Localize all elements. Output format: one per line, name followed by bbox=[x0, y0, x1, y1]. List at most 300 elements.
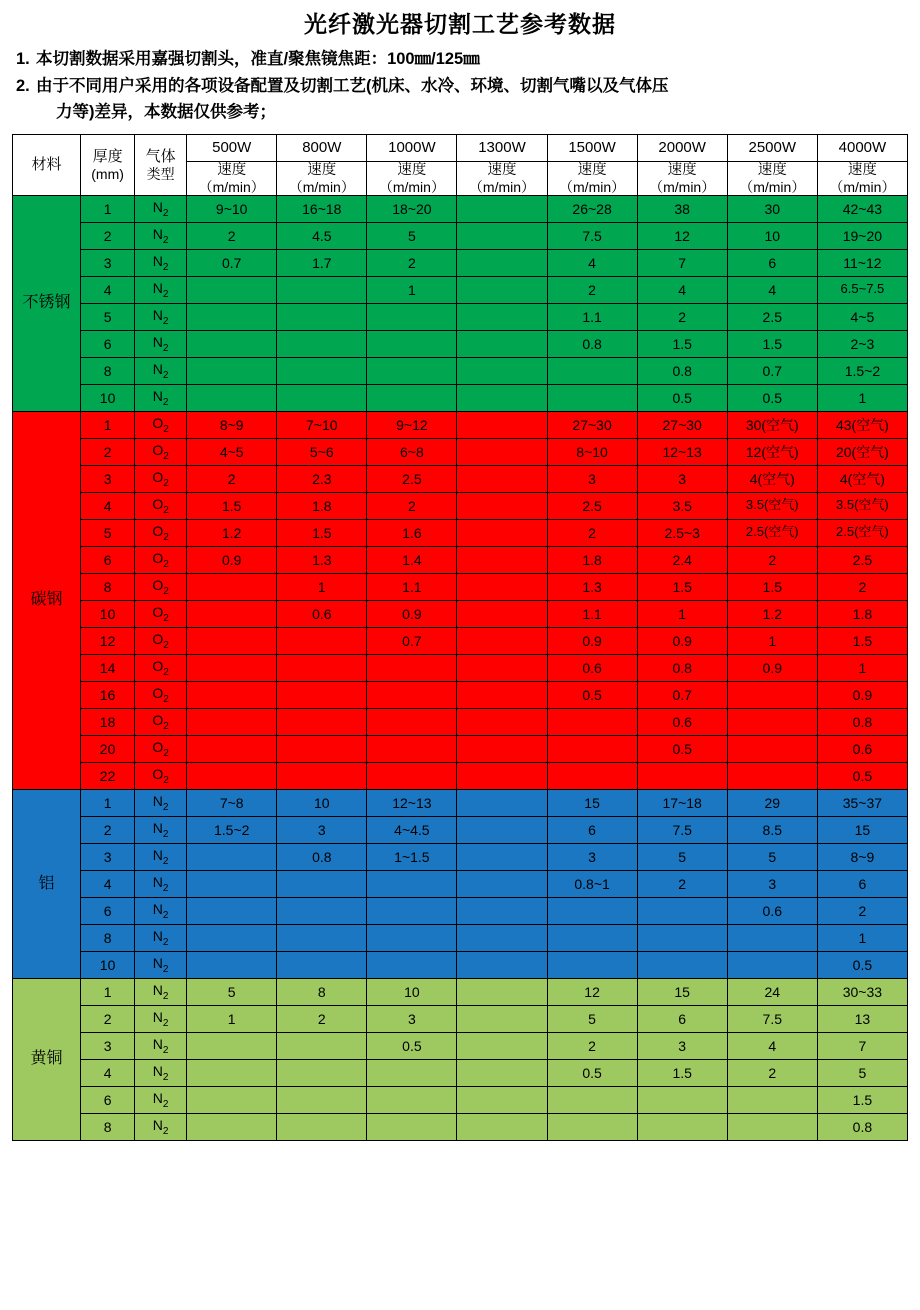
speed-cell-1000W: 18~20 bbox=[367, 195, 457, 222]
note-1-text: 本切割数据采用嘉强切割头，准直/聚焦镜焦距：100㎜/125㎜ bbox=[36, 49, 480, 68]
speed-label: 速度 bbox=[307, 162, 337, 179]
thickness-cell: 4 bbox=[81, 1059, 135, 1086]
speed-cell-2500W: 30(空气) bbox=[727, 411, 817, 438]
speed-cell-1000W: 0.9 bbox=[367, 600, 457, 627]
speed-cell-500W bbox=[187, 384, 277, 411]
speed-cell-500W bbox=[187, 870, 277, 897]
speed-cell-1000W: 0.7 bbox=[367, 627, 457, 654]
material-cell-2: 铝 bbox=[13, 789, 81, 978]
speed-cell-2000W: 38 bbox=[637, 195, 727, 222]
gas-cell: $N_2$ bbox=[135, 276, 187, 303]
speed-cell-4000W: 1 bbox=[817, 924, 907, 951]
gas-cell: $O_2$ bbox=[135, 762, 187, 789]
table-row bbox=[13, 357, 908, 384]
speed-cell-4000W: 2.5 bbox=[817, 546, 907, 573]
table-row bbox=[13, 762, 908, 789]
thickness-cell: 1 bbox=[81, 789, 135, 816]
thickness-cell: 3 bbox=[81, 249, 135, 276]
gas-cell: $O_2$ bbox=[135, 600, 187, 627]
speed-cell-800W bbox=[277, 1059, 367, 1086]
speed-cell-1300W bbox=[457, 654, 547, 681]
speed-cell-2000W: 2.4 bbox=[637, 546, 727, 573]
speed-cell-4000W: 15 bbox=[817, 816, 907, 843]
speed-cell-500W: 4~5 bbox=[187, 438, 277, 465]
speed-cell-800W: 1.7 bbox=[277, 249, 367, 276]
speed-cell-800W: 0.6 bbox=[277, 600, 367, 627]
thickness-cell: 10 bbox=[81, 384, 135, 411]
speed-cell-1500W: 15 bbox=[547, 789, 637, 816]
speed-cell-1000W bbox=[367, 357, 457, 384]
speed-cell-1300W bbox=[457, 276, 547, 303]
header-thickness-unit: (mm) bbox=[91, 165, 124, 182]
speed-cell-500W bbox=[187, 276, 277, 303]
speed-cell-1000W bbox=[367, 681, 457, 708]
speed-cell-800W: 8 bbox=[277, 978, 367, 1005]
speed-cell-2000W: 2 bbox=[637, 870, 727, 897]
speed-cell-1500W: 1.1 bbox=[547, 303, 637, 330]
speed-cell-800W bbox=[277, 654, 367, 681]
speed-cell-2000W: 1.5 bbox=[637, 1059, 727, 1086]
speed-cell-1300W bbox=[457, 249, 547, 276]
header-power-800w: 800W bbox=[277, 135, 367, 162]
speed-cell-500W bbox=[187, 357, 277, 384]
speed-cell-2000W: 17~18 bbox=[637, 789, 727, 816]
speed-cell-2500W bbox=[727, 708, 817, 735]
table-row bbox=[13, 1032, 908, 1059]
speed-cell-2500W: 4 bbox=[727, 276, 817, 303]
speed-cell-1500W bbox=[547, 1086, 637, 1113]
table-row bbox=[13, 924, 908, 951]
page-title: 光纤激光器切割工艺参考数据 bbox=[304, 11, 616, 37]
speed-cell-4000W: 19~20 bbox=[817, 222, 907, 249]
speed-cell-1000W: 2.5 bbox=[367, 465, 457, 492]
speed-cell-1000W bbox=[367, 735, 457, 762]
speed-cell-2000W: 1.5 bbox=[637, 330, 727, 357]
thickness-cell: 3 bbox=[81, 465, 135, 492]
material-cell-1: 碳钢 bbox=[13, 411, 81, 789]
header-thickness-label: 厚度 bbox=[92, 148, 123, 166]
speed-cell-500W: 1 bbox=[187, 1005, 277, 1032]
speed-cell-2000W bbox=[637, 1086, 727, 1113]
table-row bbox=[13, 222, 908, 249]
speed-cell-1300W bbox=[457, 492, 547, 519]
thickness-cell: 8 bbox=[81, 1113, 135, 1140]
material-cell-3: 黄铜 bbox=[13, 978, 81, 1140]
speed-cell-500W bbox=[187, 303, 277, 330]
header-power-2000w: 2000W bbox=[637, 135, 727, 162]
speed-unit: （m/min） bbox=[829, 178, 896, 195]
speed-cell-4000W: 8~9 bbox=[817, 843, 907, 870]
speed-cell-800W: 1 bbox=[277, 573, 367, 600]
table-row bbox=[13, 681, 908, 708]
thickness-cell: 6 bbox=[81, 546, 135, 573]
speed-cell-1000W bbox=[367, 384, 457, 411]
speed-cell-2500W bbox=[727, 951, 817, 978]
speed-cell-1300W bbox=[457, 411, 547, 438]
note-2-number: 2. bbox=[16, 76, 30, 95]
speed-cell-1500W bbox=[547, 735, 637, 762]
speed-cell-1500W: 2 bbox=[547, 276, 637, 303]
speed-cell-2000W bbox=[637, 924, 727, 951]
speed-cell-2500W: 0.5 bbox=[727, 384, 817, 411]
speed-cell-800W: 2 bbox=[277, 1005, 367, 1032]
thickness-cell: 12 bbox=[81, 627, 135, 654]
speed-cell-4000W: 0.5 bbox=[817, 951, 907, 978]
table-row bbox=[13, 195, 908, 222]
table-row bbox=[13, 735, 908, 762]
thickness-cell: 10 bbox=[81, 600, 135, 627]
speed-cell-2000W: 3 bbox=[637, 465, 727, 492]
notes-block bbox=[16, 46, 908, 126]
table-row bbox=[13, 276, 908, 303]
speed-cell-1500W: 2.5 bbox=[547, 492, 637, 519]
note-2 bbox=[16, 73, 908, 100]
table-body bbox=[13, 195, 908, 1140]
speed-cell-1000W bbox=[367, 924, 457, 951]
thickness-cell: 10 bbox=[81, 951, 135, 978]
speed-cell-500W bbox=[187, 1113, 277, 1140]
header-speed-1300w bbox=[457, 162, 547, 196]
speed-cell-500W bbox=[187, 573, 277, 600]
speed-cell-2000W: 1.5 bbox=[637, 573, 727, 600]
table-row bbox=[13, 627, 908, 654]
speed-cell-1500W: 3 bbox=[547, 465, 637, 492]
speed-cell-1300W bbox=[457, 1086, 547, 1113]
speed-cell-1000W bbox=[367, 708, 457, 735]
thickness-cell: 18 bbox=[81, 708, 135, 735]
table-row bbox=[13, 1005, 908, 1032]
thickness-cell: 8 bbox=[81, 573, 135, 600]
header-power-2500w: 2500W bbox=[727, 135, 817, 162]
speed-cell-800W bbox=[277, 627, 367, 654]
speed-cell-1000W bbox=[367, 870, 457, 897]
speed-cell-2000W: 6 bbox=[637, 1005, 727, 1032]
gas-cell: $O_2$ bbox=[135, 546, 187, 573]
speed-cell-800W: 2.3 bbox=[277, 465, 367, 492]
table-row bbox=[13, 897, 908, 924]
speed-cell-4000W: 0.8 bbox=[817, 1113, 907, 1140]
speed-cell-500W: 1.2 bbox=[187, 519, 277, 546]
speed-cell-1300W bbox=[457, 357, 547, 384]
speed-cell-1500W: 0.5 bbox=[547, 681, 637, 708]
speed-cell-1000W: 10 bbox=[367, 978, 457, 1005]
thickness-cell: 5 bbox=[81, 303, 135, 330]
thickness-cell: 14 bbox=[81, 654, 135, 681]
gas-cell: $N_2$ bbox=[135, 1005, 187, 1032]
speed-cell-4000W: 0.9 bbox=[817, 681, 907, 708]
table-row bbox=[13, 1059, 908, 1086]
table-row bbox=[13, 708, 908, 735]
speed-cell-1300W bbox=[457, 924, 547, 951]
note-1 bbox=[16, 46, 908, 73]
speed-cell-1000W: 1.4 bbox=[367, 546, 457, 573]
speed-cell-800W: 3 bbox=[277, 816, 367, 843]
speed-cell-2500W bbox=[727, 924, 817, 951]
speed-cell-1500W: 2 bbox=[547, 519, 637, 546]
speed-cell-2000W bbox=[637, 1113, 727, 1140]
speed-cell-1000W: 12~13 bbox=[367, 789, 457, 816]
speed-cell-800W bbox=[277, 276, 367, 303]
speed-cell-2500W: 1 bbox=[727, 627, 817, 654]
table-row bbox=[13, 492, 908, 519]
table-row bbox=[13, 843, 908, 870]
speed-cell-1300W bbox=[457, 951, 547, 978]
speed-cell-2500W: 1.5 bbox=[727, 330, 817, 357]
speed-cell-1300W bbox=[457, 708, 547, 735]
speed-cell-4000W: 6 bbox=[817, 870, 907, 897]
speed-cell-800W bbox=[277, 1032, 367, 1059]
speed-label: 速度 bbox=[847, 162, 877, 179]
speed-cell-1000W bbox=[367, 897, 457, 924]
thickness-cell: 1 bbox=[81, 978, 135, 1005]
speed-label: 速度 bbox=[667, 162, 697, 179]
header-speed-800w bbox=[277, 162, 367, 196]
speed-cell-4000W: 0.6 bbox=[817, 735, 907, 762]
speed-cell-1300W bbox=[457, 1032, 547, 1059]
thickness-cell: 1 bbox=[81, 195, 135, 222]
gas-cell: $O_2$ bbox=[135, 411, 187, 438]
header-speed-1500w bbox=[547, 162, 637, 196]
thickness-cell: 2 bbox=[81, 816, 135, 843]
speed-cell-1000W: 3 bbox=[367, 1005, 457, 1032]
gas-cell: $N_2$ bbox=[135, 843, 187, 870]
speed-cell-1000W: 5 bbox=[367, 222, 457, 249]
speed-cell-4000W: 2~3 bbox=[817, 330, 907, 357]
speed-unit: （m/min） bbox=[468, 178, 536, 195]
speed-cell-4000W: 30~33 bbox=[817, 978, 907, 1005]
speed-cell-2000W: 2.5~3 bbox=[637, 519, 727, 546]
speed-cell-1300W bbox=[457, 195, 547, 222]
gas-cell: $O_2$ bbox=[135, 708, 187, 735]
speed-cell-1500W bbox=[547, 762, 637, 789]
speed-cell-500W: 8~9 bbox=[187, 411, 277, 438]
speed-cell-1300W bbox=[457, 735, 547, 762]
speed-cell-1500W: 3 bbox=[547, 843, 637, 870]
table-row bbox=[13, 1086, 908, 1113]
header-power-4000w: 4000W bbox=[817, 135, 907, 162]
speed-cell-500W: 7~8 bbox=[187, 789, 277, 816]
speed-cell-1500W: 5 bbox=[547, 1005, 637, 1032]
speed-cell-500W: 5 bbox=[187, 978, 277, 1005]
speed-unit: （m/min） bbox=[739, 178, 806, 195]
speed-cell-2000W bbox=[637, 897, 727, 924]
speed-cell-1300W bbox=[457, 978, 547, 1005]
thickness-cell: 6 bbox=[81, 897, 135, 924]
gas-cell: $O_2$ bbox=[135, 735, 187, 762]
speed-cell-500W bbox=[187, 330, 277, 357]
speed-cell-2500W bbox=[727, 681, 817, 708]
speed-cell-2500W: 3.5(空气) bbox=[727, 492, 817, 519]
speed-cell-500W bbox=[187, 654, 277, 681]
speed-cell-4000W: 2 bbox=[817, 897, 907, 924]
gas-cell: $N_2$ bbox=[135, 897, 187, 924]
speed-label: 速度 bbox=[757, 162, 787, 179]
speed-cell-1000W bbox=[367, 762, 457, 789]
speed-cell-1500W: 7.5 bbox=[547, 222, 637, 249]
document-page bbox=[0, 10, 920, 1310]
speed-cell-4000W: 4(空气) bbox=[817, 465, 907, 492]
speed-cell-1300W bbox=[457, 1059, 547, 1086]
header-power-1000w: 1000W bbox=[367, 135, 457, 162]
speed-cell-2500W: 2.5 bbox=[727, 303, 817, 330]
speed-cell-2500W: 6 bbox=[727, 249, 817, 276]
speed-cell-500W bbox=[187, 762, 277, 789]
thickness-cell: 4 bbox=[81, 276, 135, 303]
speed-cell-2500W: 24 bbox=[727, 978, 817, 1005]
speed-cell-500W: 1.5~2 bbox=[187, 816, 277, 843]
speed-cell-2000W: 0.5 bbox=[637, 735, 727, 762]
header-power-1300w: 1300W bbox=[457, 135, 547, 162]
speed-cell-2000W bbox=[637, 762, 727, 789]
gas-cell: $N_2$ bbox=[135, 951, 187, 978]
table-header bbox=[13, 135, 908, 196]
speed-cell-500W bbox=[187, 1032, 277, 1059]
speed-cell-1500W: 6 bbox=[547, 816, 637, 843]
speed-cell-1300W bbox=[457, 303, 547, 330]
speed-cell-1300W bbox=[457, 816, 547, 843]
speed-cell-2000W: 4 bbox=[637, 276, 727, 303]
speed-cell-1500W bbox=[547, 951, 637, 978]
thickness-cell: 1 bbox=[81, 411, 135, 438]
speed-cell-1500W bbox=[547, 708, 637, 735]
speed-cell-2500W: 29 bbox=[727, 789, 817, 816]
gas-cell: $N_2$ bbox=[135, 384, 187, 411]
gas-cell: $N_2$ bbox=[135, 924, 187, 951]
speed-cell-2000W: 15 bbox=[637, 978, 727, 1005]
speed-cell-500W: 2 bbox=[187, 222, 277, 249]
speed-cell-4000W: 1.8 bbox=[817, 600, 907, 627]
speed-unit: （m/min） bbox=[649, 178, 716, 195]
gas-cell: $O_2$ bbox=[135, 681, 187, 708]
table-row bbox=[13, 573, 908, 600]
speed-cell-2000W: 3 bbox=[637, 1032, 727, 1059]
thickness-cell: 2 bbox=[81, 1005, 135, 1032]
speed-cell-1000W bbox=[367, 1059, 457, 1086]
speed-cell-1000W: 2 bbox=[367, 249, 457, 276]
speed-cell-2000W: 5 bbox=[637, 843, 727, 870]
speed-cell-4000W: 2.5(空气) bbox=[817, 519, 907, 546]
speed-cell-1500W bbox=[547, 384, 637, 411]
speed-cell-2500W bbox=[727, 735, 817, 762]
speed-cell-500W bbox=[187, 681, 277, 708]
table-row bbox=[13, 303, 908, 330]
speed-cell-1500W bbox=[547, 924, 637, 951]
gas-cell: $O_2$ bbox=[135, 492, 187, 519]
speed-cell-1000W: 4~4.5 bbox=[367, 816, 457, 843]
speed-cell-2500W: 10 bbox=[727, 222, 817, 249]
speed-cell-2500W: 8.5 bbox=[727, 816, 817, 843]
speed-cell-800W bbox=[277, 924, 367, 951]
gas-cell: $O_2$ bbox=[135, 438, 187, 465]
speed-cell-500W bbox=[187, 600, 277, 627]
gas-cell: $N_2$ bbox=[135, 357, 187, 384]
gas-cell: $N_2$ bbox=[135, 222, 187, 249]
speed-cell-1300W bbox=[457, 843, 547, 870]
speed-cell-1300W bbox=[457, 627, 547, 654]
speed-cell-2500W: 4(空气) bbox=[727, 465, 817, 492]
speed-cell-2000W: 0.8 bbox=[637, 357, 727, 384]
speed-cell-4000W: 1 bbox=[817, 654, 907, 681]
header-speed-2500w bbox=[727, 162, 817, 196]
speed-cell-2000W: 12 bbox=[637, 222, 727, 249]
table-row bbox=[13, 654, 908, 681]
speed-cell-4000W: 3.5(空气) bbox=[817, 492, 907, 519]
speed-cell-500W bbox=[187, 897, 277, 924]
speed-cell-4000W: 0.5 bbox=[817, 762, 907, 789]
speed-cell-800W: 0.8 bbox=[277, 843, 367, 870]
thickness-cell: 2 bbox=[81, 222, 135, 249]
speed-label: 速度 bbox=[487, 162, 517, 179]
note-2-text: 由于不同用户采用的各项设备配置及切割工艺(机床、水冷、环境、切割气嘴以及气体压 bbox=[36, 76, 669, 95]
gas-cell: $O_2$ bbox=[135, 519, 187, 546]
speed-cell-4000W: 1.5 bbox=[817, 1086, 907, 1113]
speed-cell-1500W: 12 bbox=[547, 978, 637, 1005]
gas-cell: $N_2$ bbox=[135, 816, 187, 843]
speed-cell-1500W bbox=[547, 1113, 637, 1140]
speed-cell-1300W bbox=[457, 600, 547, 627]
speed-cell-4000W: 2 bbox=[817, 573, 907, 600]
table-row bbox=[13, 519, 908, 546]
gas-cell: $O_2$ bbox=[135, 654, 187, 681]
header-gas-label: 气体 bbox=[145, 148, 176, 166]
speed-cell-500W: 1.5 bbox=[187, 492, 277, 519]
speed-cell-1000W: 6~8 bbox=[367, 438, 457, 465]
speed-cell-1000W: 1 bbox=[367, 276, 457, 303]
speed-cell-800W bbox=[277, 870, 367, 897]
thickness-cell: 4 bbox=[81, 492, 135, 519]
speed-cell-1300W bbox=[457, 870, 547, 897]
speed-cell-4000W: 11~12 bbox=[817, 249, 907, 276]
speed-cell-2500W: 7.5 bbox=[727, 1005, 817, 1032]
speed-cell-1300W bbox=[457, 681, 547, 708]
speed-cell-1500W: 0.8~1 bbox=[547, 870, 637, 897]
material-cell-0: 不锈钢 bbox=[13, 195, 81, 411]
gas-cell: $N_2$ bbox=[135, 1113, 187, 1140]
speed-cell-800W bbox=[277, 951, 367, 978]
speed-cell-1300W bbox=[457, 438, 547, 465]
table-row bbox=[13, 249, 908, 276]
gas-cell: $N_2$ bbox=[135, 303, 187, 330]
speed-cell-1300W bbox=[457, 465, 547, 492]
header-speed-2000w bbox=[637, 162, 727, 196]
speed-cell-2500W: 30 bbox=[727, 195, 817, 222]
speed-label: 速度 bbox=[577, 162, 607, 179]
speed-unit: （m/min） bbox=[559, 178, 626, 195]
gas-cell: $N_2$ bbox=[135, 195, 187, 222]
speed-cell-4000W: 13 bbox=[817, 1005, 907, 1032]
note-2-continuation: 力等)差异，本数据仅供参考； bbox=[56, 103, 276, 122]
speed-unit: （m/min） bbox=[288, 178, 355, 195]
header-thickness bbox=[81, 135, 135, 196]
speed-cell-1500W: 0.5 bbox=[547, 1059, 637, 1086]
header-speed-500w bbox=[187, 162, 277, 196]
header-row-power bbox=[13, 135, 908, 162]
speed-cell-1500W bbox=[547, 357, 637, 384]
gas-cell: $N_2$ bbox=[135, 978, 187, 1005]
thickness-cell: 8 bbox=[81, 924, 135, 951]
speed-cell-1300W bbox=[457, 384, 547, 411]
header-material: 材料 bbox=[13, 135, 81, 196]
speed-cell-2000W: 0.8 bbox=[637, 654, 727, 681]
header-gas-unit: 类型 bbox=[146, 165, 175, 182]
speed-cell-1500W: 0.6 bbox=[547, 654, 637, 681]
speed-cell-2000W: 0.7 bbox=[637, 681, 727, 708]
speed-unit: （m/min） bbox=[198, 178, 265, 195]
speed-cell-2000W bbox=[637, 951, 727, 978]
speed-cell-4000W: 6.5~7.5 bbox=[817, 276, 907, 303]
speed-cell-4000W: 4~5 bbox=[817, 303, 907, 330]
speed-cell-2500W: 1.5 bbox=[727, 573, 817, 600]
